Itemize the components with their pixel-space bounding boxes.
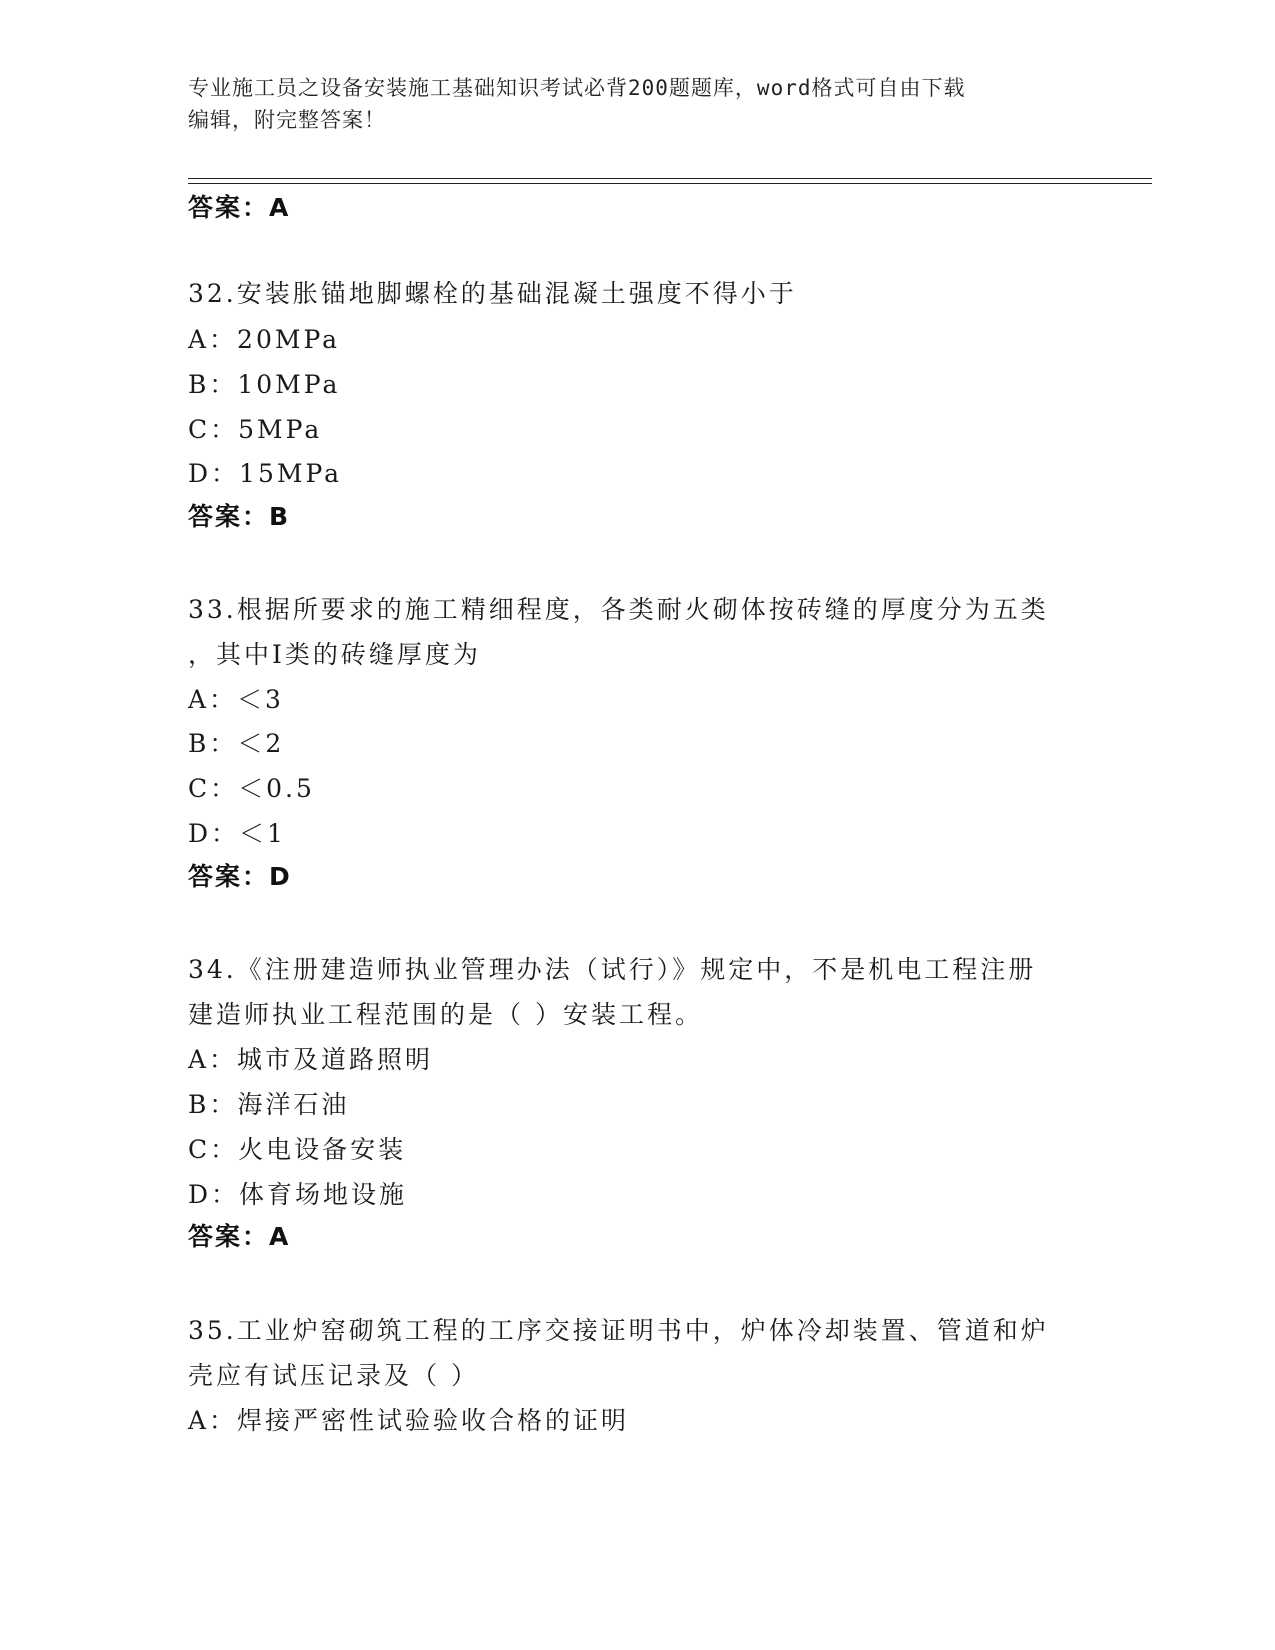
question-stem: 35.工业炉窑砌筑工程的工序交接证明书中，炉体冷却装置、管道和炉 (188, 1316, 1049, 1345)
option-c: C：火电设备安装 (188, 1135, 407, 1164)
answer: 答案：A (188, 1222, 291, 1251)
question-stem: 32.安装胀锚地脚螺栓的基础混凝土强度不得小于 (188, 279, 797, 308)
option-a: A：20MPa (188, 325, 341, 354)
option-c: C：5MPa (188, 415, 323, 444)
option-b: B：10MPa (188, 370, 341, 399)
option-d: D：15MPa (188, 459, 343, 488)
answer: 答案：B (188, 502, 291, 531)
option-a: A：焊接严密性试验验收合格的证明 (188, 1406, 630, 1435)
option-c: C：＜0.5 (188, 774, 315, 803)
option-a: A：＜3 (188, 685, 284, 714)
option-b: B：海洋石油 (188, 1090, 350, 1119)
answer: 答案：D (188, 862, 292, 891)
option-d: D：＜1 (188, 819, 286, 848)
question-stem: 34.《注册建造师执业管理办法（试行）》规定中，不是机电工程注册 (188, 955, 1037, 984)
header-divider-bottom (188, 183, 1152, 184)
header-line-1: 专业施工员之设备安装施工基础知识考试必背200题题库，word格式可自由下载 (188, 76, 966, 100)
option-b: B：＜2 (188, 729, 285, 758)
option-a: A：城市及道路照明 (188, 1045, 434, 1074)
header-line-2: 编辑，附完整答案！ (188, 108, 386, 132)
question-stem-cont: 壳应有试压记录及（ ） (188, 1361, 479, 1390)
question-stem-cont: 建造师执业工程范围的是（ ）安装工程。 (188, 1000, 703, 1029)
option-d: D：体育场地设施 (188, 1180, 408, 1209)
document-header (188, 72, 1078, 136)
answer-previous: 答案：A (188, 193, 291, 222)
question-stem-cont: ，其中Ⅰ类的砖缝厚度为 (188, 640, 481, 669)
question-stem: 33.根据所要求的施工精细程度，各类耐火砌体按砖缝的厚度分为五类 (188, 595, 1049, 624)
header-divider-top (188, 178, 1152, 179)
